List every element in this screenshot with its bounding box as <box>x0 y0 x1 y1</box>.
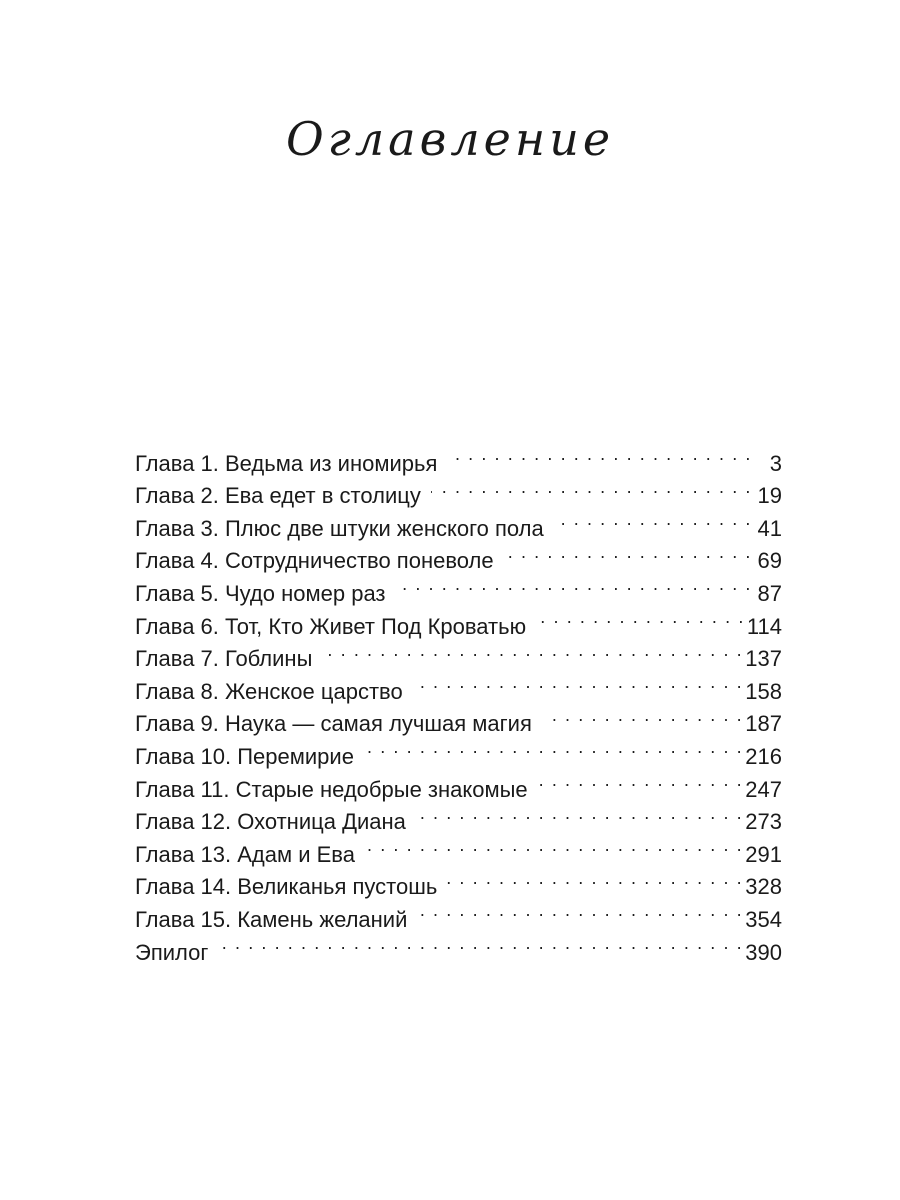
toc-entry-page-number: 247 <box>745 776 782 802</box>
dot-leader <box>396 568 752 601</box>
toc-entry-page-number: 273 <box>745 809 782 835</box>
dot-leader <box>504 536 752 569</box>
toc-entry-title: Глава 9. Наука — самая лучшая магия <box>135 711 532 737</box>
toc-entry-title: Глава 5. Чудо номер раз <box>135 580 386 606</box>
toc-entry-page-number: 3 <box>769 450 782 476</box>
toc-entry-page-number: 158 <box>745 678 782 704</box>
table-of-contents <box>135 438 782 965</box>
toc-entry-title: Глава 6. Тот, Кто Живет Под Кроватью <box>135 613 527 639</box>
toc-entry-title: Глава 7. Гоблины <box>135 646 313 672</box>
toc-entry-page-number: 137 <box>745 646 782 672</box>
page-title: Оглавление <box>285 112 615 166</box>
toc-entry-title: Глава 3. Плюс две штуки женского пола <box>135 515 544 541</box>
dot-leader <box>218 927 743 960</box>
toc-entry-page-number: 216 <box>745 743 782 769</box>
toc-entry <box>135 438 782 476</box>
toc-entry <box>135 927 782 965</box>
dot-leader <box>538 764 744 797</box>
toc-entry-title: Глава 10. Перемирие <box>135 743 354 769</box>
dot-leader <box>417 894 743 927</box>
toc-entry-title: Глава 4. Сотрудничество поневоле <box>135 548 494 574</box>
toc-entry-title: Глава 11. Старые недобрые знакомые <box>135 776 528 802</box>
dot-leader <box>447 862 743 895</box>
dot-leader <box>322 634 743 667</box>
toc-entry-page-number: 19 <box>757 483 782 509</box>
dot-leader <box>554 503 752 536</box>
toc-entry-page-number: 187 <box>745 711 782 737</box>
dot-leader <box>447 438 752 471</box>
dot-leader <box>364 731 743 764</box>
toc-entry-page-number: 291 <box>745 841 782 867</box>
toc-entry-page-number: 87 <box>757 580 782 606</box>
dot-leader <box>413 666 744 699</box>
toc-entry-page-number: 41 <box>757 515 782 541</box>
toc-entry-title: Глава 13. Адам и Ева <box>135 841 355 867</box>
toc-entry-page-number: 114 <box>746 613 782 639</box>
toc-entry-title: Глава 2. Ева едет в столицу <box>135 483 421 509</box>
toc-entry-title: Глава 14. Великанья пустошь <box>135 874 438 900</box>
toc-entry-page-number: 328 <box>745 874 782 900</box>
dot-leader <box>536 601 745 634</box>
toc-entry-title: Эпилог <box>135 939 209 965</box>
toc-entry-page-number: 69 <box>757 548 782 574</box>
toc-entry-page-number: 354 <box>745 906 782 932</box>
dot-leader <box>365 829 743 862</box>
dot-leader <box>431 471 752 504</box>
toc-entry-title: Глава 15. Камень желаний <box>135 906 408 932</box>
dot-leader <box>416 797 743 830</box>
toc-entry-title: Глава 8. Женское царство <box>135 678 403 704</box>
dot-leader <box>542 699 743 732</box>
toc-entry-page-number: 390 <box>745 939 782 965</box>
toc-entry-title: Глава 12. Охотница Диана <box>135 809 406 835</box>
toc-entry-title: Глава 1. Ведьма из иномирья <box>135 450 438 476</box>
